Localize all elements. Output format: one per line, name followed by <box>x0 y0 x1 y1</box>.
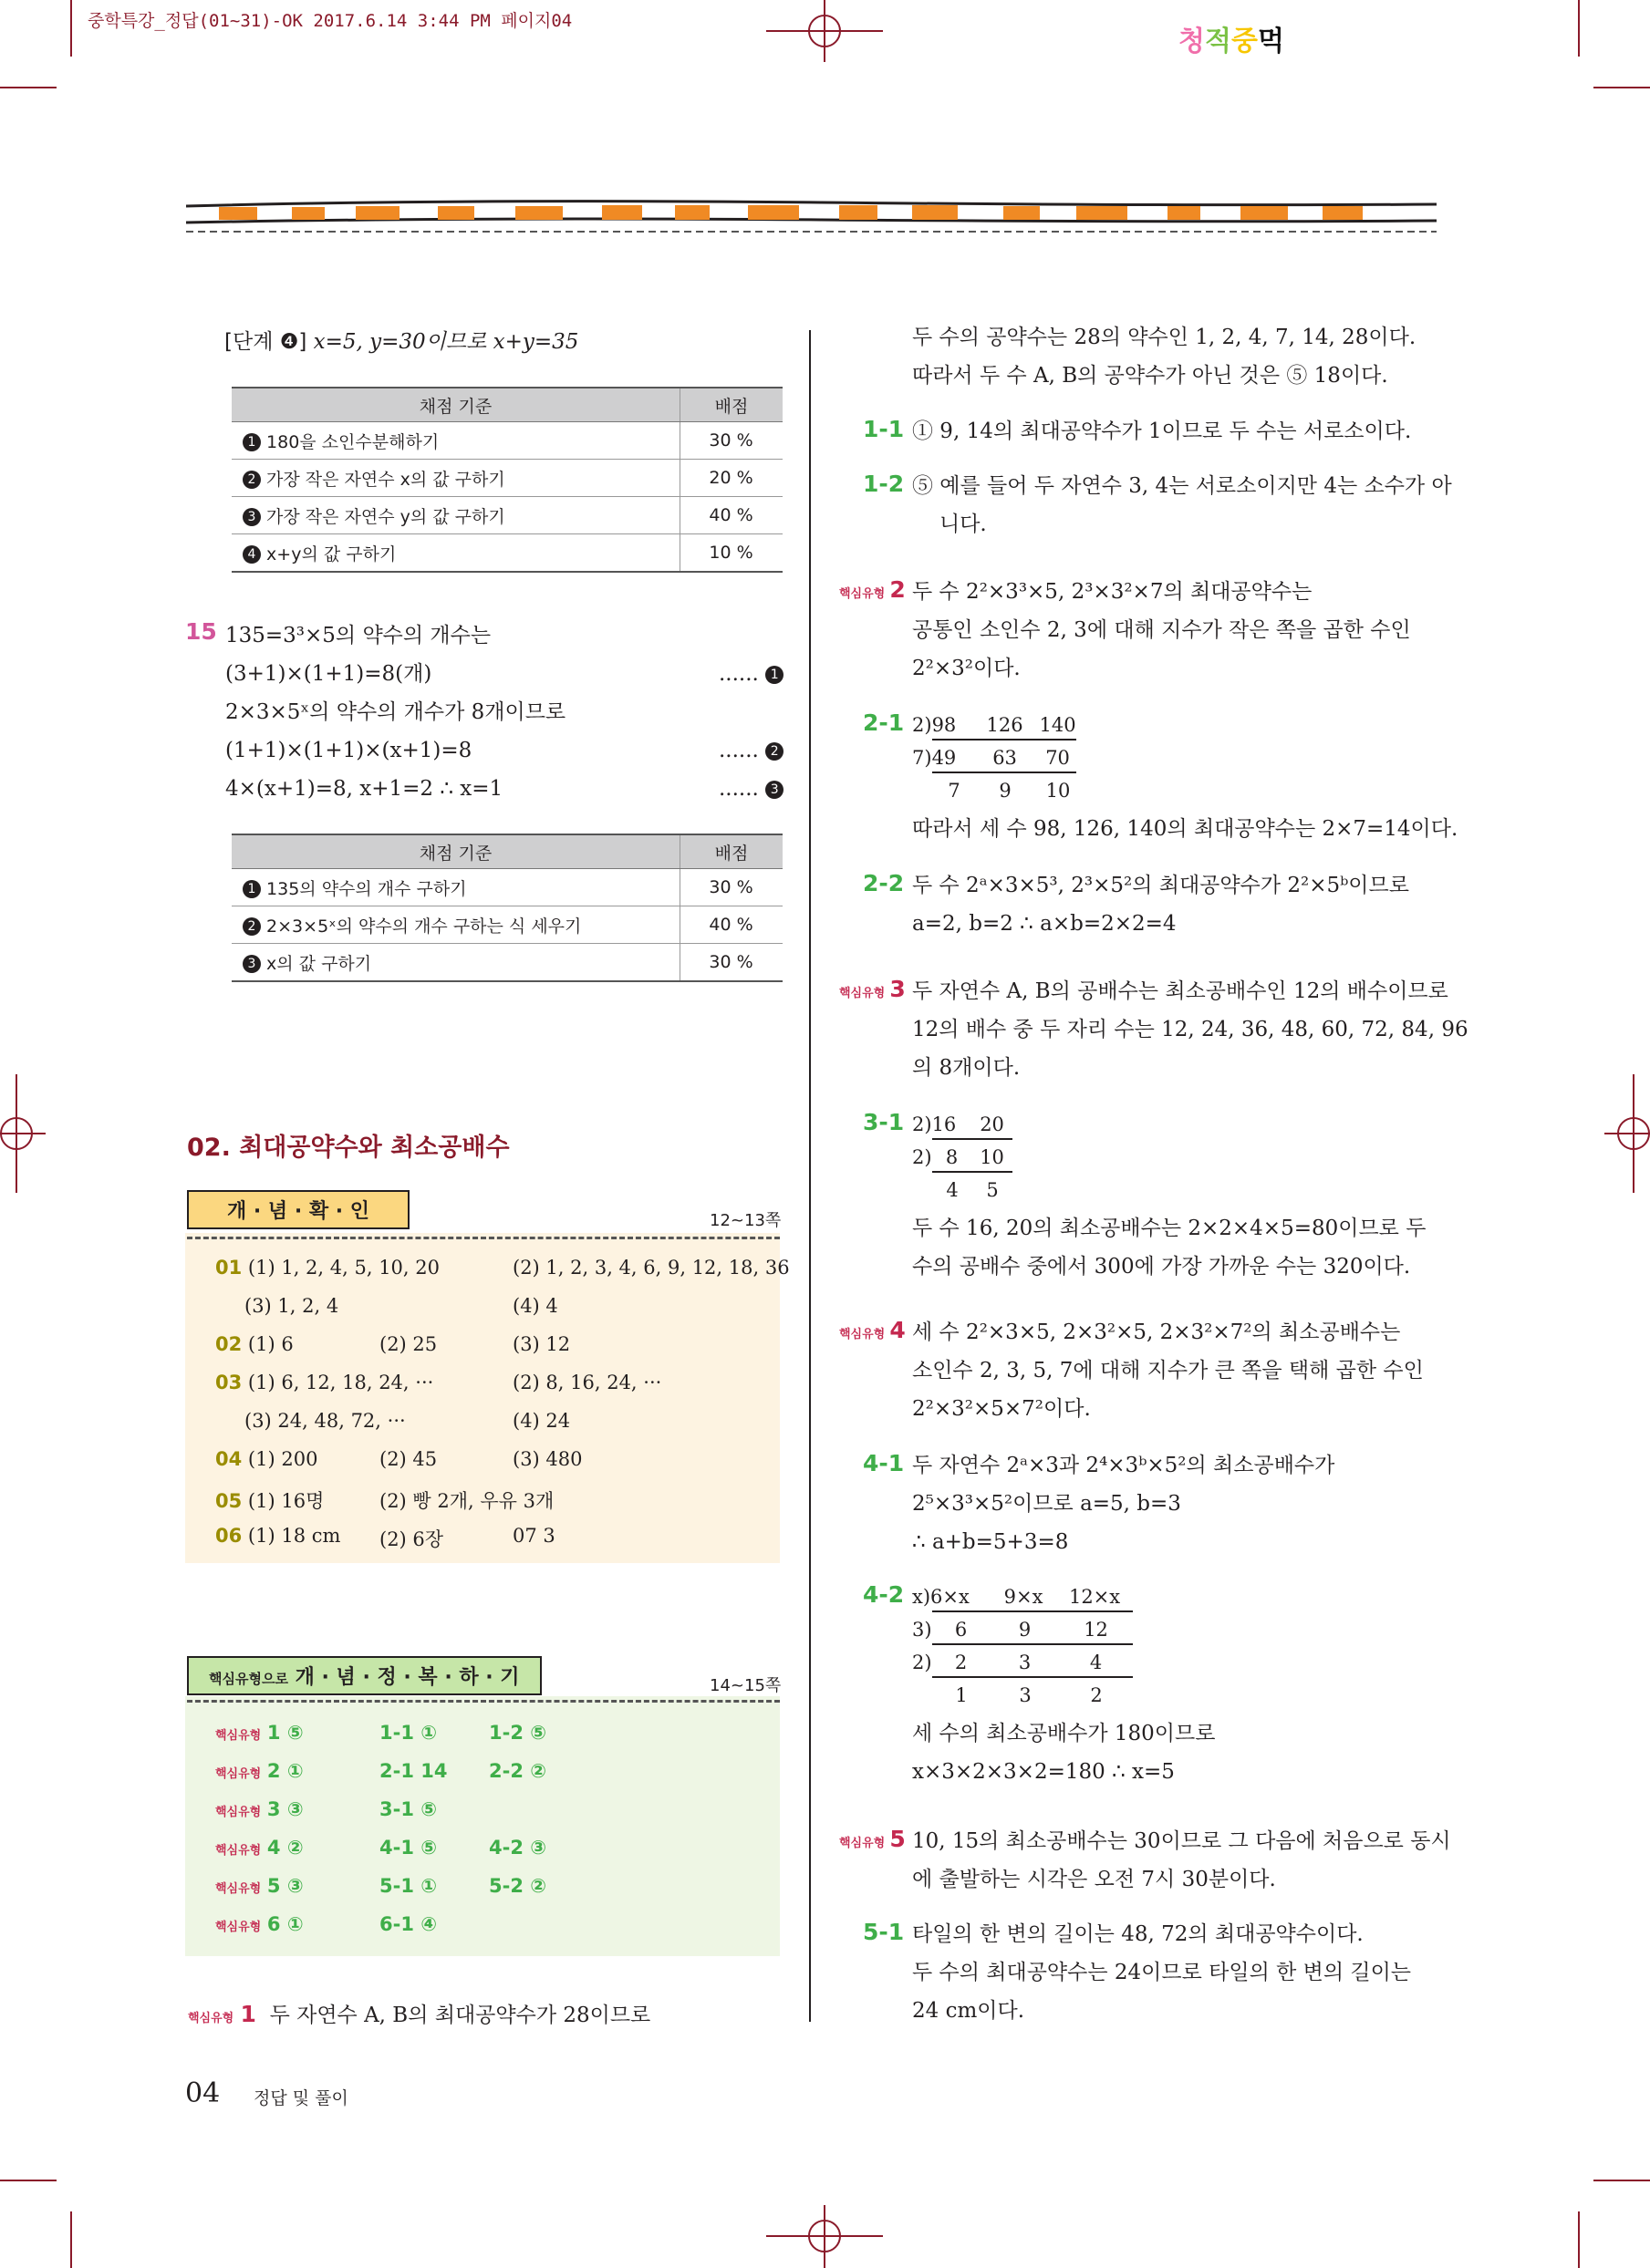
brand-logo: 청적중먹 <box>1178 26 1284 57</box>
core-5: 핵심유형 5 10, 15의 최소공배수는 30이므로 그 다음에 처음으로 동시 에 출발하는 시각은 오전 7시 30분이다. <box>839 1826 1451 1891</box>
problem-1-1: 1-1 ① 9, 14의 최대공약수가 1이므로 두 수는 서로소이다. <box>863 416 1412 443</box>
core-1-solution: 핵심유형 1 두 자연수 A, B의 최대공약수가 28이므로 <box>188 2001 651 2027</box>
core-3: 핵심유형 3 두 자연수 A, B의 공배수는 최소공배수인 12의 배수이므로 12의 배수 중 두 자리 수는 12, 24, 36, 48, 60, 72, 84, 96 의 8개이다. <box>839 976 1468 1080</box>
table-row: 1 180을 소인수분해하기 30 % <box>232 422 783 460</box>
page-number: 04 <box>185 2077 221 2109</box>
step4-line: [단계 ❹] x=5, y=30이므로 x+y=35 <box>224 330 579 354</box>
concept-check-pages: 12~13쪽 <box>710 1211 782 1230</box>
core-2: 핵심유형 2 두 수 2²×3³×5, 2³×3²×7의 최대공약수는 공통인 소인수 2, 3에 대해 지수가 작은 쪽을 곱한 수인 2²×3²이다. <box>839 576 1411 680</box>
footer-label: 정답 및 풀이 <box>254 2088 348 2108</box>
problem-3-1: 3-1 2)16 20 2) 8 10 4 5 두 수 16, 20의 최소공배수는 2×2×4×5=80이므로 두 수의 공배수 중에서 300에 가장 가까운 수는 320이다. <box>863 1109 1427 1279</box>
registration-mark-bottom <box>766 2205 883 2268</box>
problem-2-1: 2-1 2)98 126 140 7)49 63 70 7 9 10 따라서 세 수 98, 126, 140의 최대공약수는 2×7=14이다. <box>863 709 1458 841</box>
problem-1-2: 1-2 ⑤ 예를 들어 두 자연수 3, 4는 서로소이지만 4는 소수가 아 니다. <box>863 471 1452 536</box>
print-header: 중학특강_정답(01~31)-OK 2017.6.14 3:44 PM 페이지04 <box>88 11 573 31</box>
dashed-rule <box>187 1237 780 1239</box>
core-4: 핵심유형 4 세 수 2²×3×5, 2×3²×5, 2×3²×7²의 최소공배수는 소인수 2, 3, 5, 7에 대해 지수가 큰 쪽을 택해 곱한 수인 2²×3²×5×7²이다. <box>839 1317 1424 1421</box>
decorative-band <box>182 195 1441 235</box>
table-row: 2 가장 작은 자연수 x의 값 구하기 20 % <box>232 460 783 497</box>
section-title: 02. 최대공약수와 최소공배수 <box>187 1134 510 1162</box>
table-row: 4 x+y의 값 구하기 10 % <box>232 534 783 573</box>
registration-mark-top <box>766 0 883 62</box>
scoring-table-2: 채점 기준 배점 1 135의 약수의 개수 구하기 30 % 2 2×3×5ˣ의 약수의 개수 구하는 식 세우기 40 % 3 x의 값 구하기 30 % <box>232 834 783 982</box>
problem-4-1: 4-1 두 자연수 2ᵃ×3과 2⁴×3ᵇ×5²의 최소공배수가 2⁵×3³×5²이므로 a=5, b=3 ∴ a+b=5+3=8 <box>863 1450 1335 1554</box>
problem-5-1: 5-1 타일의 한 변의 길이는 48, 72의 최대공약수이다. 두 수의 최대공약수는 24이므로 타일의 한 변의 길이는 24 cm이다. <box>863 1919 1412 2023</box>
table-row: 3 가장 작은 자연수 y의 값 구하기 40 % <box>232 497 783 534</box>
problem-2-2: 2-2 두 수 2ᵃ×3×5³, 2³×5²의 최대공약수가 2²×5ᵇ이므로 a=2, b=2 ∴ a×b=2×2=4 <box>863 870 1409 936</box>
table-row: 1 135의 약수의 개수 구하기 30 % <box>232 869 783 906</box>
review-pages: 14~15쪽 <box>710 1676 782 1695</box>
column-divider <box>809 330 811 2022</box>
review-label: 핵심유형으로 개 · 념 · 정 · 복 · 하 · 기 <box>187 1656 542 1695</box>
concept-check-label: 개 · 념 · 확 · 인 <box>187 1190 410 1229</box>
registration-mark-left <box>0 1074 46 1193</box>
scoring-table-1: 채점 기준 배점 1 180을 소인수분해하기 30 % 2 가장 작은 자연수 x의 값 구하기 20 % 3 가장 작은 자연수 y의 값 구하기 40 % 4 x+y의 값 구하기 10 % <box>232 387 783 573</box>
table-row: 2 2×3×5ˣ의 약수의 개수 구하는 식 세우기 40 % <box>232 906 783 944</box>
problem-4-2: 4-2 x)6×x 9×x 12×x 3) 6 9 12 2) 2 3 4 1 3 2 세 수의 최소공배수가 180이므로 x×3×2×3×2=180 ∴ x=5 <box>863 1581 1216 1784</box>
table-row: 3 x의 값 구하기 30 % <box>232 944 783 982</box>
registration-mark-right <box>1604 1074 1650 1193</box>
dashed-rule <box>187 1700 780 1703</box>
